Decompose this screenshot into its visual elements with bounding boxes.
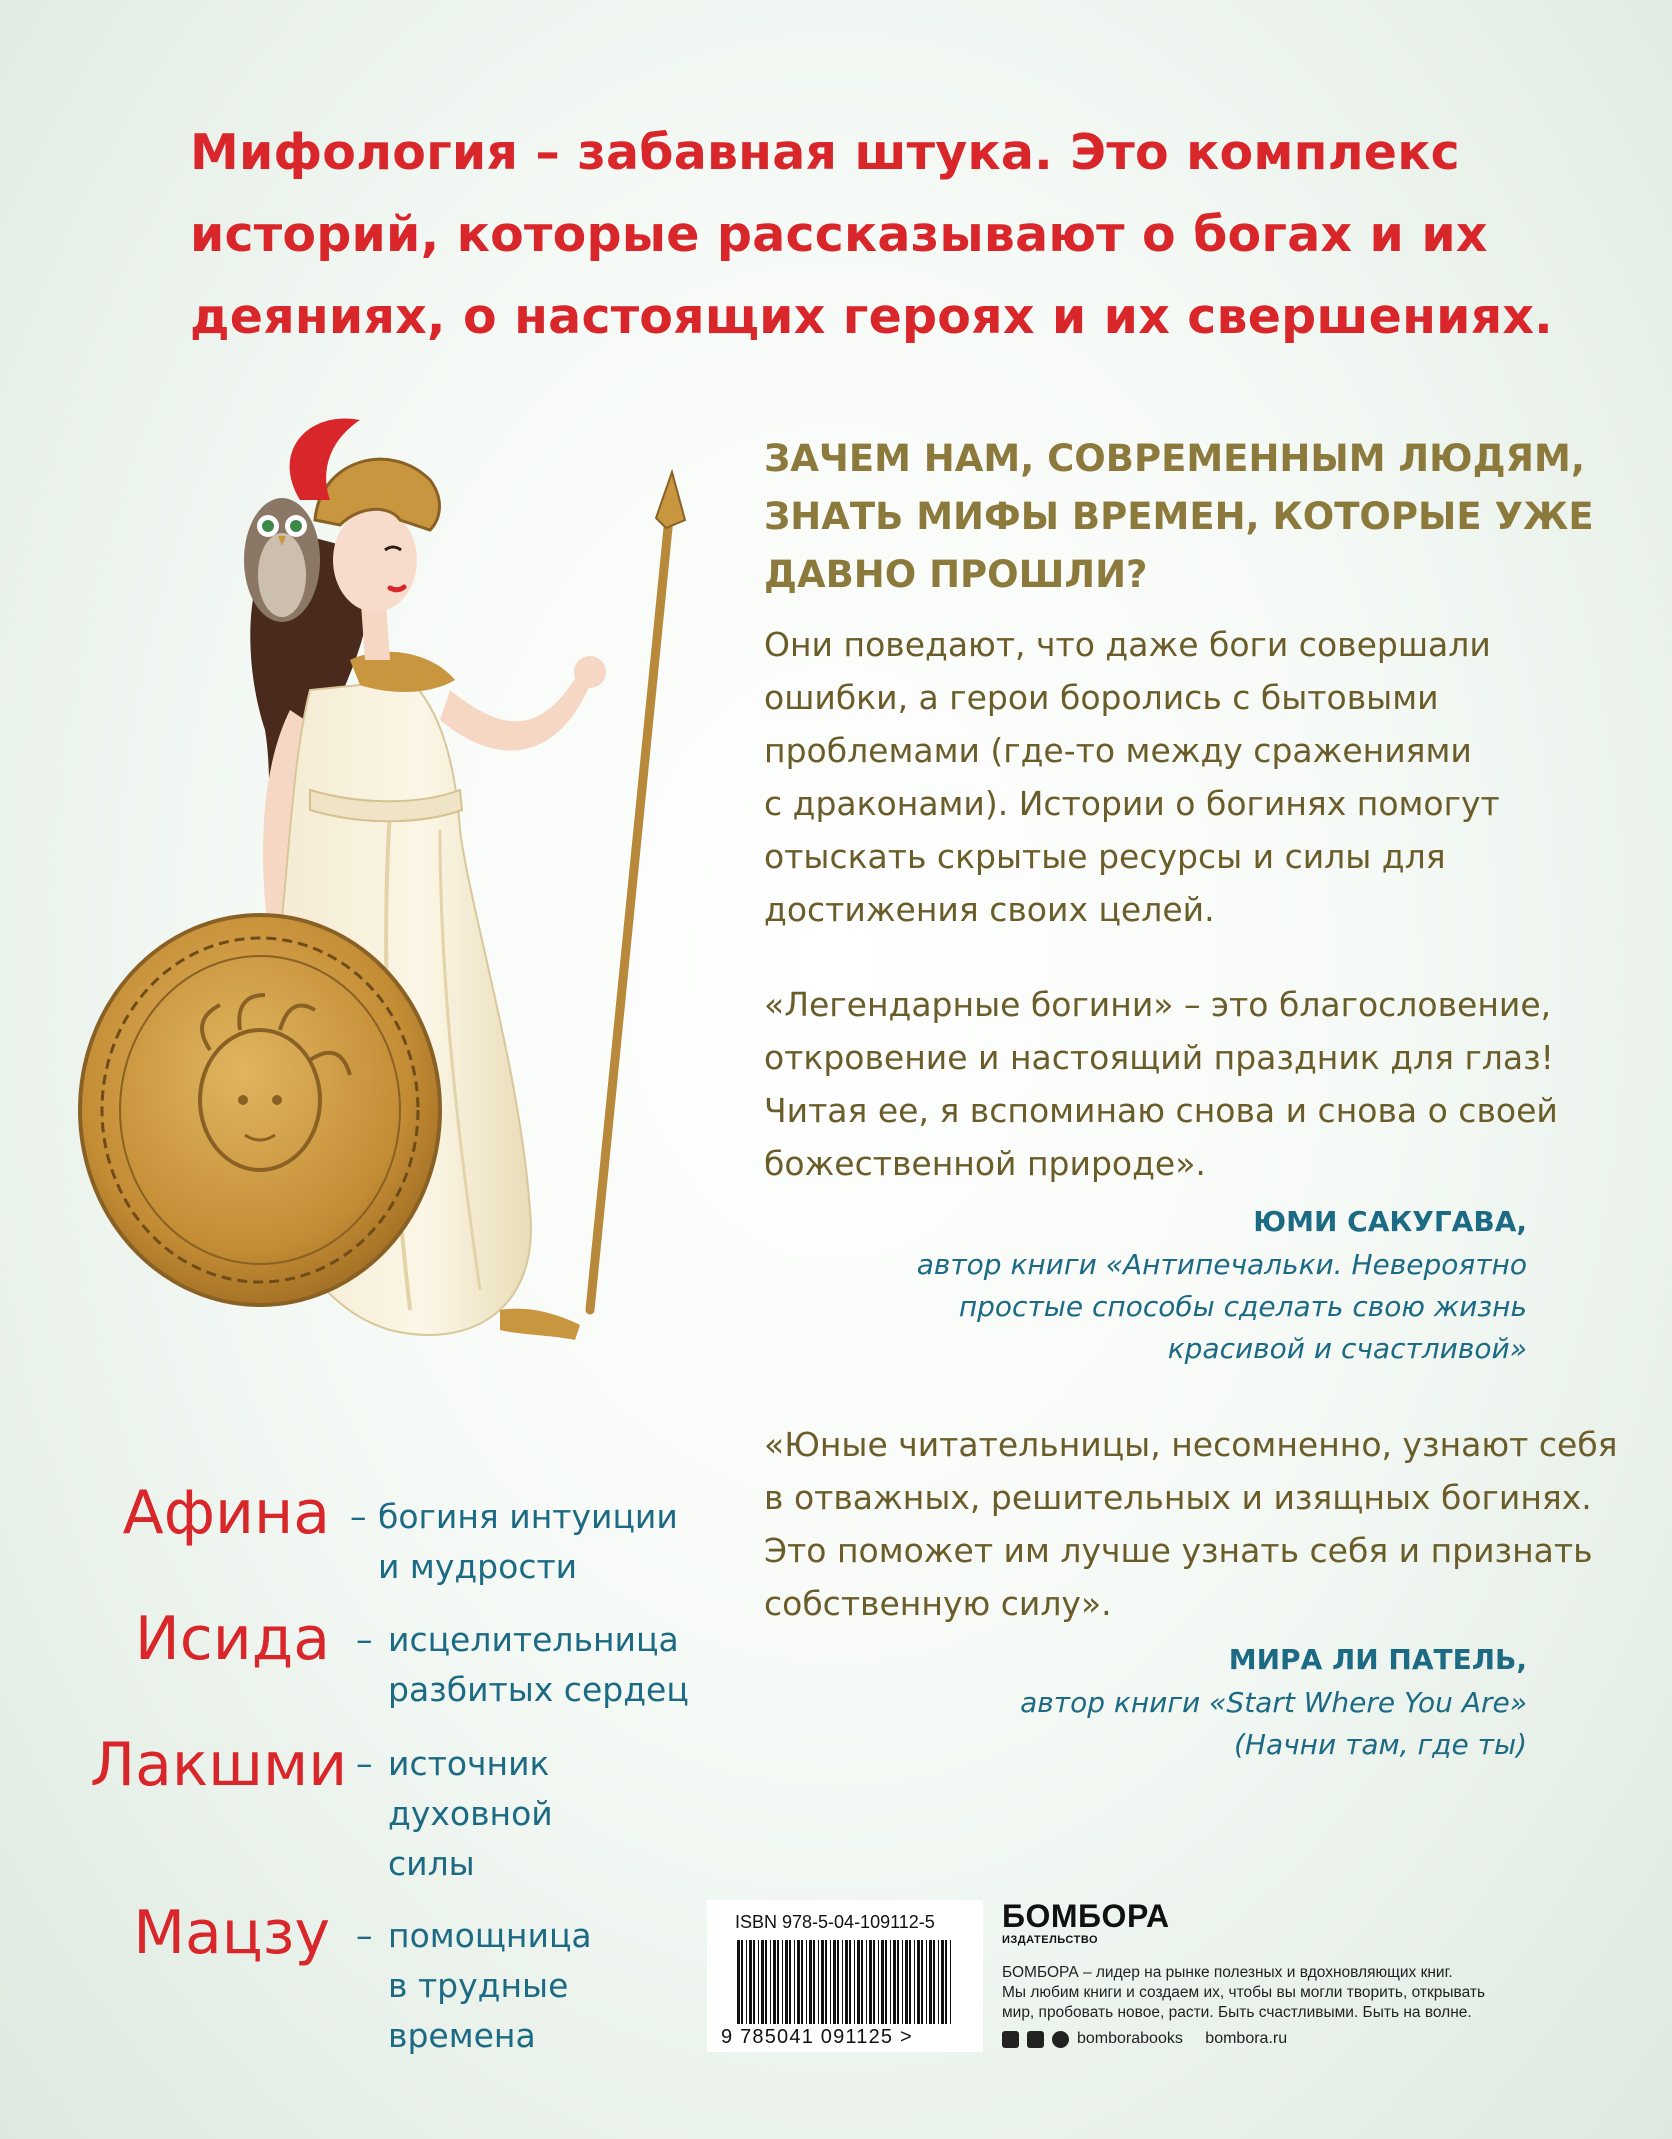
goddess-desc <box>388 1911 592 2061</box>
barcode-bar <box>902 1940 903 2024</box>
social-handle[interactable]: bomborabooks <box>1077 2030 1183 2047</box>
desc-line: Мы любим книги и создаем их, чтобы вы могли творить, открывать <box>1002 1984 1486 2001</box>
paragraph-line: ошибки, а герои боролись с бытовыми <box>764 678 1439 717</box>
desc-line: духовной <box>388 1794 553 1833</box>
barcode-bar <box>782 1940 783 2024</box>
barcode-bar <box>929 1940 932 2024</box>
hand <box>574 656 606 688</box>
barcode-bar <box>770 1940 771 2024</box>
barcode-bar <box>773 1940 776 2024</box>
barcode-bar <box>926 1940 927 2024</box>
desc-line: источник <box>388 1744 550 1783</box>
desc-line: силы <box>388 1844 475 1883</box>
dash: – <box>356 1744 373 1783</box>
social-links <box>1002 2030 1305 2048</box>
barcode-bar <box>845 1940 848 2024</box>
barcode-bar <box>950 1940 951 2024</box>
barcode-bar <box>869 1940 872 2024</box>
barcode-bar <box>789 1940 791 2024</box>
publisher-description <box>1002 1963 1562 2023</box>
owl <box>244 498 320 622</box>
isbn-label: ISBN 978-5-04-109112-5 <box>735 1912 935 1932</box>
barcode-bar <box>854 1940 855 2024</box>
website-link[interactable]: bombora.ru <box>1205 2030 1288 2047</box>
face <box>333 508 417 612</box>
barcode-bar <box>941 1940 944 2024</box>
quote-line: «Легендарные богини» – это благословение, <box>764 985 1552 1024</box>
barcode-bar <box>861 1940 863 2024</box>
publisher-logo: БОМБОРА <box>1002 1898 1170 1934</box>
paragraph-line: отыскать скрытые ресурсы и силы для <box>764 837 1446 876</box>
attribution-sakugawa <box>917 1200 1527 1370</box>
barcode-bar <box>921 1940 923 2024</box>
barcode-bar <box>873 1940 875 2024</box>
publisher-subtitle: ИЗДАТЕЛЬСТВО <box>1002 1934 1099 1946</box>
barcode-bar <box>933 1940 935 2024</box>
barcode-bar <box>794 1940 795 2024</box>
quote-line: Читая ее, я вспоминаю снова и снова о своей <box>764 1091 1558 1130</box>
instagram-icon[interactable] <box>1052 2031 1069 2048</box>
barcode-bar <box>777 1940 779 2024</box>
role-line: (Начни там, где ты) <box>1233 1728 1527 1761</box>
barcode-bar <box>893 1940 896 2024</box>
barcode-digits: 9 785041 091125 > <box>721 2026 913 2048</box>
desc-line: и мудрости <box>378 1547 578 1586</box>
paragraph-line: проблемами (где-то между сражениями <box>764 731 1472 770</box>
goddess-desc <box>388 1739 553 1889</box>
barcode-bar <box>830 1940 831 2024</box>
intro-paragraph <box>764 618 1500 936</box>
barcode-bar <box>753 1940 755 2024</box>
facebook-icon[interactable] <box>1002 2031 1019 2048</box>
headline-line: историй, которые рассказывают о богах и их <box>190 206 1488 263</box>
barcode-bar <box>737 1940 740 2024</box>
role-line: автор книги «Start Where You Are» <box>1020 1686 1527 1719</box>
goddess-name: Афина <box>122 1478 330 1548</box>
desc-line: богиня интуиции <box>378 1497 678 1536</box>
barcode-bar <box>761 1940 764 2024</box>
right-arm <box>440 670 592 751</box>
goddess-desc <box>378 1492 678 1592</box>
barcode-bar <box>881 1940 884 2024</box>
barcode-bar <box>785 1940 788 2024</box>
paragraph-line: с драконами). Истории о богинях помогут <box>764 784 1500 823</box>
barcode-bar <box>890 1940 891 2024</box>
barcode-bar <box>849 1940 851 2024</box>
quote-sakugawa <box>764 978 1558 1190</box>
desc-line: мир, пробовать новое, расти. Быть счастливыми. Быть на волне. <box>1002 2004 1472 2021</box>
barcode-bar <box>749 1940 752 2024</box>
barcode-bar <box>821 1940 824 2024</box>
barcode-bar <box>746 1940 747 2024</box>
headline-line: деяниях, о настоящих героях и их свершениях. <box>190 288 1553 345</box>
dash: – <box>350 1497 367 1536</box>
barcode-bar <box>878 1940 879 2024</box>
barcode-bar <box>813 1940 815 2024</box>
role-line: красивой и счастливой» <box>1167 1332 1527 1365</box>
barcode-bar <box>818 1940 819 2024</box>
athena-illustration <box>60 410 700 1390</box>
paragraph-line: достижения своих целей. <box>764 890 1215 929</box>
barcode-bar <box>806 1940 807 2024</box>
question-line: ЗНАТЬ МИФЫ ВРЕМЕН, КОТОРЫЕ УЖЕ <box>764 495 1594 538</box>
barcode-bar <box>938 1940 939 2024</box>
barcode-bar <box>897 1940 899 2024</box>
quote-line: собственную силу». <box>764 1584 1112 1623</box>
barcode-bar <box>945 1940 947 2024</box>
barcode-bar <box>857 1940 860 2024</box>
barcode-bar <box>909 1940 911 2024</box>
author-role <box>917 1244 1527 1370</box>
question-line: ДАВНО ПРОШЛИ? <box>764 553 1148 596</box>
quote-patel <box>764 1418 1618 1630</box>
barcode-bar <box>758 1940 759 2024</box>
goddess-name: Исида <box>134 1604 330 1674</box>
desc-line: исцелительница <box>388 1620 679 1659</box>
desc-line: разбитых сердец <box>388 1670 689 1709</box>
paragraph-line: Они поведают, что даже боги совершали <box>764 625 1491 664</box>
attribution-patel <box>1020 1638 1527 1766</box>
barcode-bar <box>885 1940 887 2024</box>
barcode-bar <box>741 1940 743 2024</box>
role-line: простые способы сделать свою жизнь <box>958 1290 1527 1323</box>
barcode-bar <box>914 1940 915 2024</box>
barcode-bar <box>917 1940 920 2024</box>
lips <box>390 587 404 590</box>
author-role <box>1020 1682 1527 1766</box>
barcode-bar <box>842 1940 843 2024</box>
barcode-bar <box>837 1940 839 2024</box>
barcode-bar <box>765 1940 767 2024</box>
quote-line: откровение и настоящий праздник для глаз! <box>764 1038 1554 1077</box>
dash: – <box>356 1620 373 1659</box>
spear-tip <box>656 472 685 528</box>
quote-line: в отважных, решительных и изящных богинях. <box>764 1478 1592 1517</box>
goddess-name: Мацзу <box>133 1898 330 1968</box>
barcode-bar <box>797 1940 800 2024</box>
role-line: автор книги «Антипечальки. Невероятно <box>916 1248 1527 1281</box>
headline <box>190 112 1553 358</box>
desc-line: БОМБОРА – лидер на рынке полезных и вдохновляющих книг. <box>1002 1964 1453 1981</box>
vk-icon[interactable] <box>1027 2031 1044 2048</box>
spear-shaft <box>590 488 672 1310</box>
barcode-bar <box>825 1940 827 2024</box>
barcode-bar <box>809 1940 812 2024</box>
barcode-bar <box>801 1940 803 2024</box>
isbn-barcode <box>707 1900 983 2052</box>
goddess-desc <box>388 1615 689 1715</box>
author-name: МИРА ЛИ ПАТЕЛЬ, <box>1228 1643 1527 1676</box>
headline-line: Мифология – забавная штука. Это комплекс <box>190 124 1460 181</box>
desc-line: в трудные <box>388 1966 569 2005</box>
section-question <box>764 430 1594 604</box>
quote-line: «Юные читательницы, несомненно, узнают себя <box>764 1425 1618 1464</box>
desc-line: помощница <box>388 1916 592 1955</box>
goddess-name: Лакшми <box>90 1730 348 1800</box>
desc-line: времена <box>388 2016 536 2055</box>
quote-line: Это поможет им лучше узнать себя и признать <box>764 1531 1593 1570</box>
shield <box>80 915 440 1305</box>
barcode-bar <box>833 1940 836 2024</box>
barcode-bar <box>905 1940 908 2024</box>
dash: – <box>356 1916 373 1955</box>
question-line: ЗАЧЕМ НАМ, СОВРЕМЕННЫМ ЛЮДЯМ, <box>764 437 1585 480</box>
author-name: ЮМИ САКУГАВА, <box>1253 1205 1527 1238</box>
barcode-icon <box>735 1940 955 2024</box>
sandal <box>500 1309 580 1340</box>
barcode-bar <box>866 1940 867 2024</box>
quote-line: божественной природе». <box>764 1144 1206 1183</box>
